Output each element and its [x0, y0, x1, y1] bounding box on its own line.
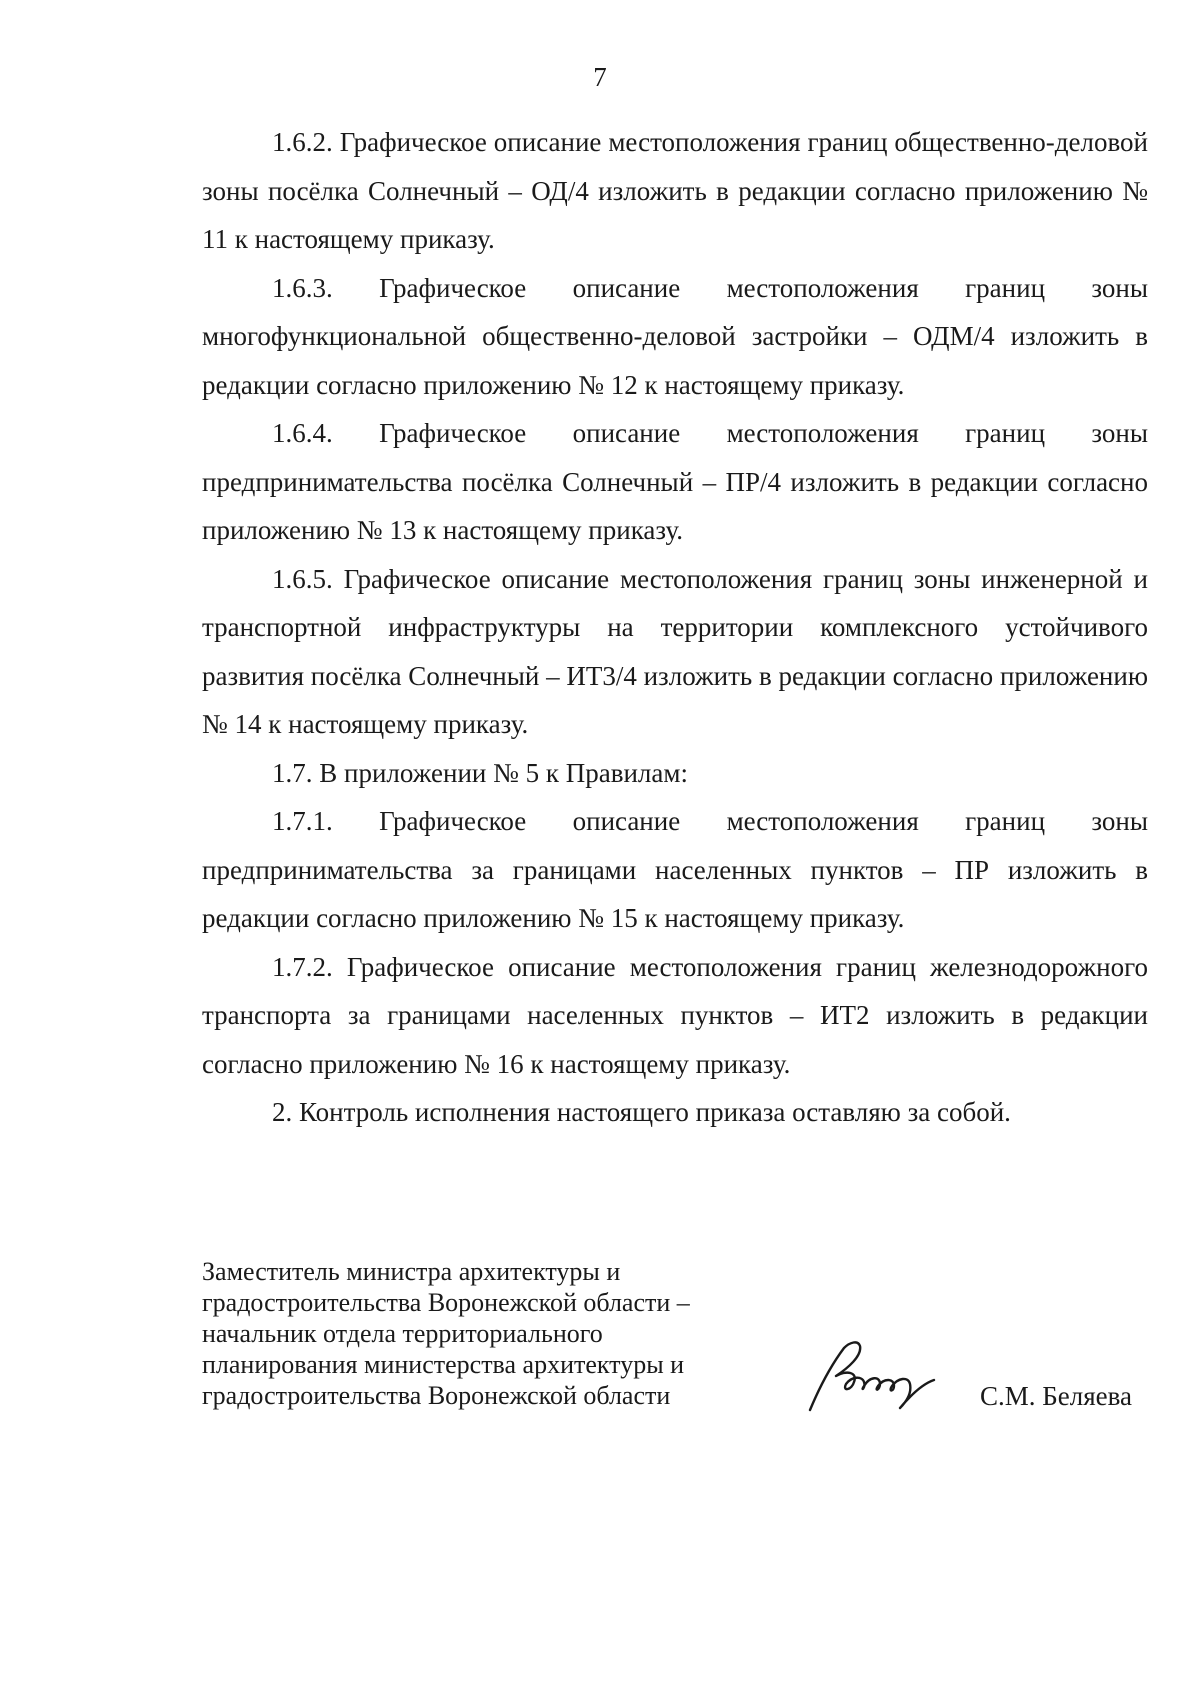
document-body — [202, 118, 1148, 1137]
signer-position-line: градостроительства Воронежской области — [202, 1381, 671, 1410]
paragraph-1-6-5: 1.6.5. Графическое описание местоположения границ зоны инженерной и транспортной инфраструктуры на территории комплексного устойчивого развития посёлка Солнечный – ИТ3/4 изложить в редакции согласно приложению № 14 к настоящему приказу. — [202, 563, 1148, 739]
paragraph-1-7: 1.7. В приложении № 5 к Правилам: — [272, 757, 688, 788]
signer-position-line: градостроительства Воронежской области – — [202, 1288, 690, 1317]
paragraph-1-6-4: 1.6.4. Графическое описание местоположения границ зоны предпринимательства посёлка Солнечный – ПР/4 изложить в редакции согласно приложению № 13 к настоящему приказу. — [202, 418, 1148, 545]
signer-position-line: начальник отдела территориального — [202, 1319, 603, 1348]
signer-name: С.М. Беляева — [980, 1381, 1133, 1411]
paragraph-1-6-3: 1.6.3. Графическое описание местоположения границ зоны многофункциональной общественно-деловой застройки – ОДМ/4 изложить в редакции согласно приложению № 12 к настоящему приказу. — [202, 272, 1148, 400]
signer-position-line: Заместитель министра архитектуры и — [202, 1257, 621, 1286]
signer-position-line: планирования министерства архитектуры и — [202, 1350, 685, 1379]
signature-block — [202, 1256, 1148, 1426]
paragraph-1-7-1: 1.7.1. Графическое описание местоположения границ зоны предпринимательства за границами населенных пунктов – ПР изложить в редакции согласно приложению № 15 к настоящему приказу. — [202, 806, 1148, 933]
paragraph-1-6-2: 1.6.2. Графическое описание местоположения границ общественно-деловой зоны посёлка Солнечный – ОД/4 изложить в редакции согласно приложению № 11 к настоящему приказу. — [202, 127, 1148, 254]
page-number: 7 — [593, 62, 607, 92]
paragraph-2: 2. Контроль исполнения настоящего приказа оставляю за собой. — [272, 1097, 1011, 1127]
signer-position — [202, 1256, 762, 1411]
handwritten-signature — [802, 1336, 972, 1416]
paragraph-1-7-2: 1.7.2. Графическое описание местоположения границ железнодорожного транспорта за границами населенных пунктов – ИТ2 изложить в редакции согласно приложению № 16 к настоящему приказу. — [202, 951, 1148, 1079]
